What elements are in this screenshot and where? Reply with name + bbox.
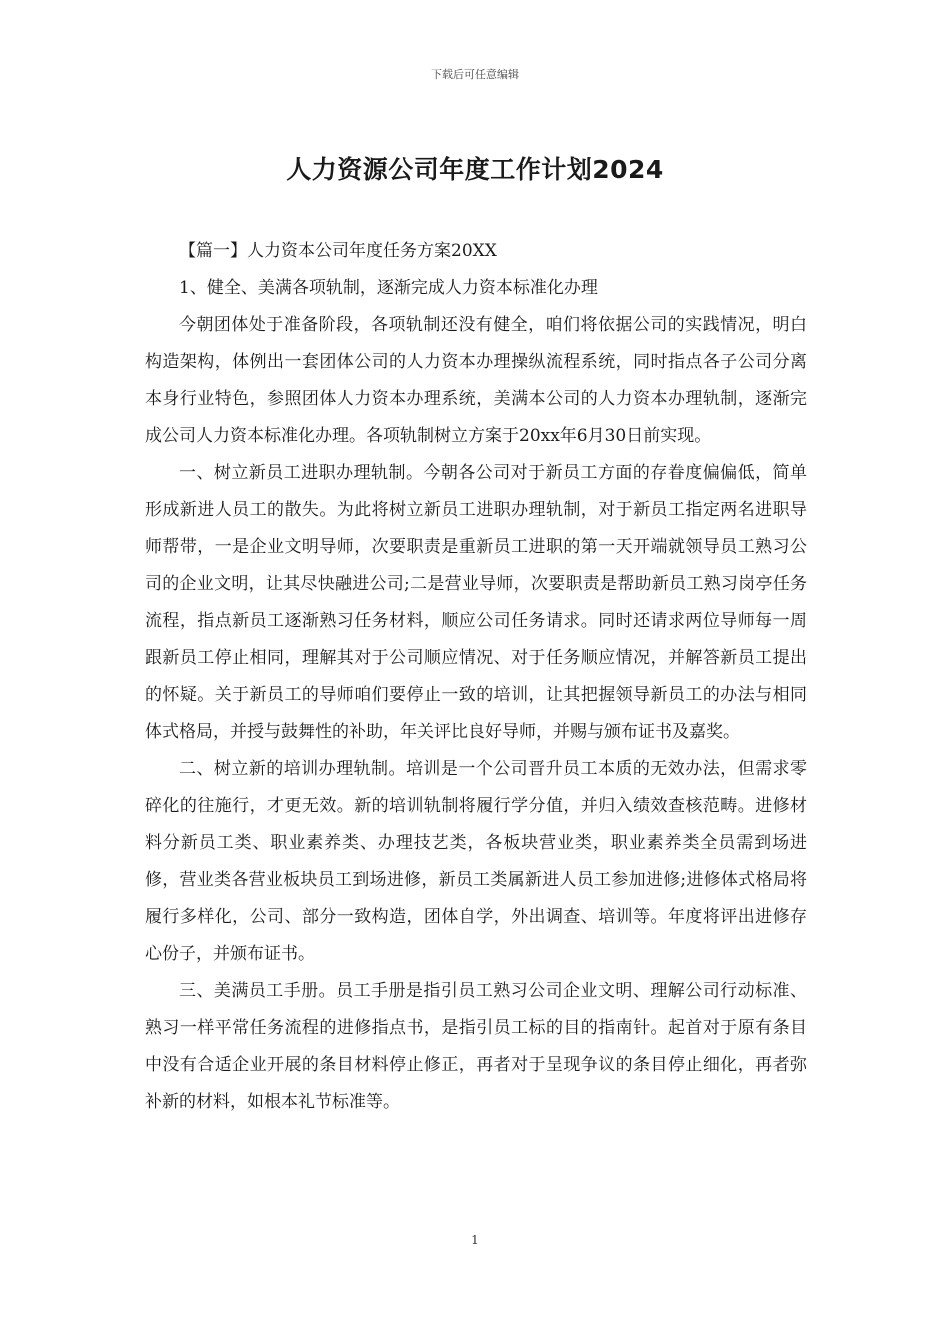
page-header: 下载后可任意编辑 [431, 68, 519, 81]
body-paragraph: 二、树立新的培训办理轨制。培训是一个公司晋升员工本质的无效办法，但需求零碎化的往施行，才更无效。新的培训轨制将履行学分值，并归入绩效查核范畴。进修材料分新员工类、职业素养类、办理技艺类，各板块营业类，职业素养类全员需到场进修，营业类各营业板块员工到场进修，新员工类属新进人员工参加进修;进修体式格局将履行多样化，公司、部分一致构造，团体自学，外出调查、培训等。年度将评出进修存心份子，并颁布证书。 [145, 759, 807, 964]
document-title: 人力资源公司年度工作计划2024 [286, 155, 664, 184]
page-number: 1 [471, 1233, 479, 1247]
body-paragraph: 今朝团体处于准备阶段，各项轨制还没有健全，咱们将依据公司的实践情况，明白构造架构，体例出一套团体公司的人力资本办理操纵流程系统，同时指点各子公司分离本身行业特色，参照团体人力资本办理系统，美满本公司的人力资本办理轨制，逐渐完成公司人力资本标准化办理。各项轨制树立方案于20xx年6月30日前实现。 [145, 315, 807, 446]
body-paragraph: 三、美满员工手册。员工手册是指引员工熟习公司企业文明、理解公司行动标准、熟习一样平常任务流程的进修指点书，是指引员工标的目的指南针。起首对于原有条目中没有合适企业开展的条目材料停止修正，再者对于呈现争议的条目停止细化，再者弥补新的材料，如根本礼节标准等。 [145, 981, 807, 1112]
document-body [145, 233, 807, 1121]
section-heading: 【篇一】人力资本公司年度任务方案20XX [179, 241, 497, 261]
body-paragraph: 一、树立新员工进职办理轨制。今朝各公司对于新员工方面的存眷度偏偏低，简单形成新进人员工的散失。为此将树立新员工进职办理轨制，对于新员工指定两名进职导师帮带，一是企业文明导师，次要职责是重新员工进职的第一天开端就领导员工熟习公司的企业文明，让其尽快融进公司;二是营业导师，次要职责是帮助新员工熟习岗亭任务流程，指点新员工逐渐熟习任务材料，顺应公司任务请求。同时还请求两位导师每一周跟新员工停止相同，理解其对于公司顺应情况、对于任务顺应情况，并解答新员工提出的怀疑。关于新员工的导师咱们要停止一致的培训，让其把握领导新员工的办法与相同体式格局，并授与鼓舞性的补助，年关评比良好导师，并赐与颁布证书及嘉奖。 [145, 463, 807, 742]
subsection-heading: 1、健全、美满各项轨制，逐渐完成人力资本标准化办理 [179, 278, 598, 298]
